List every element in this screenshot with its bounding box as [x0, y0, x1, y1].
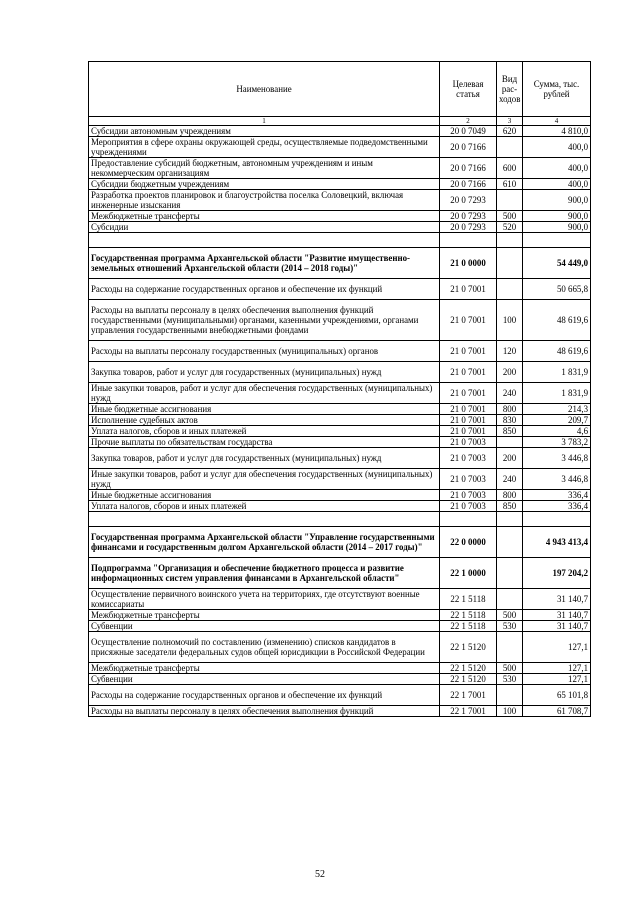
expense-type-cell: 850 — [497, 501, 523, 512]
sum-cell: 31 140,7 — [523, 621, 591, 632]
table-row — [89, 706, 591, 717]
table-row — [89, 126, 591, 137]
column-number-row — [89, 117, 591, 126]
table-row — [89, 674, 591, 685]
expense-type-cell — [497, 527, 523, 558]
sum-cell: 4 810,0 — [523, 126, 591, 137]
code-cell: 22 1 5120 — [440, 674, 497, 685]
name-cell: Межбюджетные трансферты — [89, 610, 440, 621]
sum-cell: 54 449,0 — [523, 248, 591, 279]
table-row — [89, 448, 591, 469]
code-cell: 21 0 7003 — [440, 437, 497, 448]
table-row — [89, 248, 591, 279]
spacer-cell — [497, 233, 523, 248]
expense-type-cell: 200 — [497, 362, 523, 383]
code-cell: 20 0 7166 — [440, 137, 497, 158]
code-cell: 21 0 7003 — [440, 469, 497, 490]
sum-cell: 127,1 — [523, 632, 591, 663]
code-cell: 21 0 7001 — [440, 279, 497, 300]
expense-type-cell: 800 — [497, 404, 523, 415]
expense-type-cell: 240 — [497, 469, 523, 490]
table-header-row — [89, 62, 591, 117]
spacer-cell — [523, 512, 591, 527]
sum-cell: 31 140,7 — [523, 589, 591, 610]
spacer-row — [89, 512, 591, 527]
expense-type-cell — [497, 589, 523, 610]
table-row — [89, 610, 591, 621]
expense-type-cell: 120 — [497, 341, 523, 362]
name-cell: Иные бюджетные ассигнования — [89, 490, 440, 501]
name-cell: Закупка товаров, работ и услуг для государственных (муниципальных) нужд — [89, 362, 440, 383]
sum-cell: 400,0 — [523, 137, 591, 158]
name-cell: Разработка проектов планировок и благоустройства поселка Соловецкий, включая инженерные изыскания — [89, 190, 440, 211]
spacer-cell — [440, 233, 497, 248]
sum-cell: 400,0 — [523, 158, 591, 179]
spacer-cell — [89, 233, 440, 248]
column-number-2: 2 — [440, 117, 497, 126]
name-cell: Субсидии — [89, 222, 440, 233]
sum-cell: 31 140,7 — [523, 610, 591, 621]
name-cell: Закупка товаров, работ и услуг для государственных (муниципальных) нужд — [89, 448, 440, 469]
code-cell: 20 0 7049 — [440, 126, 497, 137]
code-cell: 21 0 7001 — [440, 404, 497, 415]
sum-cell: 900,0 — [523, 190, 591, 211]
expense-type-cell: 500 — [497, 663, 523, 674]
name-cell: Расходы на выплаты персоналу государственных (муниципальных) органов — [89, 341, 440, 362]
expense-type-cell: 100 — [497, 300, 523, 341]
code-cell: 21 0 7001 — [440, 415, 497, 426]
table-row — [89, 300, 591, 341]
table-row — [89, 341, 591, 362]
sum-cell: 3 446,8 — [523, 448, 591, 469]
spacer-cell — [89, 512, 440, 527]
code-cell: 21 0 7003 — [440, 501, 497, 512]
code-cell: 22 1 7001 — [440, 706, 497, 717]
name-cell: Субвенции — [89, 621, 440, 632]
code-cell: 21 0 0000 — [440, 248, 497, 279]
expense-type-cell: 200 — [497, 448, 523, 469]
name-cell: Субвенции — [89, 674, 440, 685]
table-row — [89, 437, 591, 448]
sum-cell: 4,6 — [523, 426, 591, 437]
table-row — [89, 501, 591, 512]
name-cell: Мероприятия в сфере охраны окружающей среды, осуществляемые подведомственными учреждениями — [89, 137, 440, 158]
table-row — [89, 469, 591, 490]
sum-cell: 400,0 — [523, 179, 591, 190]
name-cell: Исполнение судебных актов — [89, 415, 440, 426]
table-row — [89, 404, 591, 415]
code-cell: 21 0 7003 — [440, 490, 497, 501]
expense-type-cell — [497, 248, 523, 279]
expense-type-cell: 100 — [497, 706, 523, 717]
expense-type-cell: 240 — [497, 383, 523, 404]
spacer-cell — [523, 233, 591, 248]
code-cell: 22 1 5120 — [440, 663, 497, 674]
table-row — [89, 158, 591, 179]
table-row — [89, 279, 591, 300]
column-number-1: 1 — [89, 117, 440, 126]
expense-type-cell — [497, 558, 523, 589]
sum-cell: 336,4 — [523, 490, 591, 501]
name-cell: Субсидии автономным учреждениям — [89, 126, 440, 137]
table-row — [89, 190, 591, 211]
code-cell: 22 1 5118 — [440, 610, 497, 621]
expense-type-cell — [497, 632, 523, 663]
expense-type-cell: 500 — [497, 610, 523, 621]
code-cell: 22 1 0000 — [440, 558, 497, 589]
table-row — [89, 490, 591, 501]
expense-type-cell — [497, 685, 523, 706]
header-name: Наименование — [89, 62, 440, 117]
table-row — [89, 558, 591, 589]
name-cell: Расходы на выплаты персоналу в целях обеспечения выполнения функций государственными (муниципальными) органами, казенными учреждениями, органами управления государственными внебюджетными фондами — [89, 300, 440, 341]
sum-cell: 48 619,6 — [523, 341, 591, 362]
table-row — [89, 621, 591, 632]
code-cell: 21 0 7001 — [440, 362, 497, 383]
header-sum: Сумма, тыс. рублей — [523, 62, 591, 117]
code-cell: 21 0 7001 — [440, 426, 497, 437]
column-number-4: 4 — [523, 117, 591, 126]
expense-type-cell — [497, 279, 523, 300]
table-row — [89, 415, 591, 426]
name-cell: Межбюджетные трансферты — [89, 663, 440, 674]
expense-type-cell: 830 — [497, 415, 523, 426]
code-cell: 22 1 7001 — [440, 685, 497, 706]
sum-cell: 214,3 — [523, 404, 591, 415]
table-row — [89, 222, 591, 233]
sum-cell: 3 783,2 — [523, 437, 591, 448]
name-cell: Субсидии бюджетным учреждениям — [89, 179, 440, 190]
name-cell: Прочие выплаты по обязательствам государства — [89, 437, 440, 448]
name-cell: Уплата налогов, сборов и иных платежей — [89, 426, 440, 437]
expense-type-cell — [497, 190, 523, 211]
code-cell: 20 0 7293 — [440, 222, 497, 233]
name-cell: Расходы на выплаты персоналу в целях обеспечения выполнения функций — [89, 706, 440, 717]
code-cell: 22 1 5118 — [440, 621, 497, 632]
code-cell: 21 0 7001 — [440, 341, 497, 362]
sum-cell: 127,1 — [523, 674, 591, 685]
name-cell: Государственная программа Архангельской области "Развитие имущественно-земельных отношений Архангельской области (2014 – 2018 годы)" — [89, 248, 440, 279]
table-row — [89, 663, 591, 674]
name-cell: Расходы на содержание государственных органов и обеспечение их функций — [89, 279, 440, 300]
budget-table — [88, 61, 591, 717]
code-cell: 20 0 7293 — [440, 211, 497, 222]
expense-type-cell: 600 — [497, 158, 523, 179]
code-cell: 21 0 7003 — [440, 448, 497, 469]
sum-cell: 336,4 — [523, 501, 591, 512]
name-cell: Подпрограмма "Организация и обеспечение бюджетного процесса и развитие информационных систем управления финансами в Архангельской области" — [89, 558, 440, 589]
code-cell: 22 1 5118 — [440, 589, 497, 610]
table-row — [89, 137, 591, 158]
expense-type-cell: 610 — [497, 179, 523, 190]
table-row — [89, 362, 591, 383]
expense-type-cell: 530 — [497, 674, 523, 685]
sum-cell: 3 446,8 — [523, 469, 591, 490]
name-cell: Государственная программа Архангельской области "Управление государственными финансами и государственным долгом Архангельской области (2014 – 2017 годы)" — [89, 527, 440, 558]
sum-cell: 1 831,9 — [523, 383, 591, 404]
code-cell: 22 1 5120 — [440, 632, 497, 663]
name-cell: Иные бюджетные ассигнования — [89, 404, 440, 415]
sum-cell: 900,0 — [523, 211, 591, 222]
sum-cell: 900,0 — [523, 222, 591, 233]
name-cell: Межбюджетные трансферты — [89, 211, 440, 222]
table-row — [89, 632, 591, 663]
name-cell: Предоставление субсидий бюджетным, автономным учреждениям и иным некоммерческим организациям — [89, 158, 440, 179]
page-number: 52 — [315, 869, 325, 880]
name-cell: Уплата налогов, сборов и иных платежей — [89, 501, 440, 512]
expense-type-cell — [497, 137, 523, 158]
header-vid: Вид рас-ходов — [497, 62, 523, 117]
sum-cell: 1 831,9 — [523, 362, 591, 383]
sum-cell: 50 665,8 — [523, 279, 591, 300]
table-row — [89, 211, 591, 222]
table-row — [89, 179, 591, 190]
expense-type-cell: 500 — [497, 211, 523, 222]
table-body — [89, 126, 591, 717]
code-cell: 20 0 7293 — [440, 190, 497, 211]
column-number-3: 3 — [497, 117, 523, 126]
name-cell: Осуществление полномочий по составлению (изменению) списков кандидатов в присяжные заседатели федеральных судов общей юрисдикции в Российской Федерации — [89, 632, 440, 663]
expense-type-cell — [497, 437, 523, 448]
name-cell: Осуществление первичного воинского учета на территориях, где отсутствуют военные комиссариаты — [89, 589, 440, 610]
code-cell: 21 0 7001 — [440, 300, 497, 341]
code-cell: 21 0 7001 — [440, 383, 497, 404]
sum-cell: 197 204,2 — [523, 558, 591, 589]
header-code: Целевая статья — [440, 62, 497, 117]
table-row — [89, 685, 591, 706]
name-cell: Расходы на содержание государственных органов и обеспечение их функций — [89, 685, 440, 706]
sum-cell: 48 619,6 — [523, 300, 591, 341]
name-cell: Иные закупки товаров, работ и услуг для обеспечения государственных (муниципальных) нужд — [89, 469, 440, 490]
table-row — [89, 383, 591, 404]
spacer-cell — [440, 512, 497, 527]
expense-type-cell: 520 — [497, 222, 523, 233]
table-row — [89, 426, 591, 437]
table-row — [89, 527, 591, 558]
name-cell: Иные закупки товаров, работ и услуг для обеспечения государственных (муниципальных) нужд — [89, 383, 440, 404]
sum-cell: 61 708,7 — [523, 706, 591, 717]
sum-cell: 127,1 — [523, 663, 591, 674]
spacer-cell — [497, 512, 523, 527]
spacer-row — [89, 233, 591, 248]
code-cell: 22 0 0000 — [440, 527, 497, 558]
code-cell: 20 0 7166 — [440, 179, 497, 190]
expense-type-cell: 530 — [497, 621, 523, 632]
sum-cell: 209,7 — [523, 415, 591, 426]
sum-cell: 65 101,8 — [523, 685, 591, 706]
expense-type-cell: 800 — [497, 490, 523, 501]
expense-type-cell: 850 — [497, 426, 523, 437]
sum-cell: 4 943 413,4 — [523, 527, 591, 558]
code-cell: 20 0 7166 — [440, 158, 497, 179]
expense-type-cell: 620 — [497, 126, 523, 137]
table-row — [89, 589, 591, 610]
